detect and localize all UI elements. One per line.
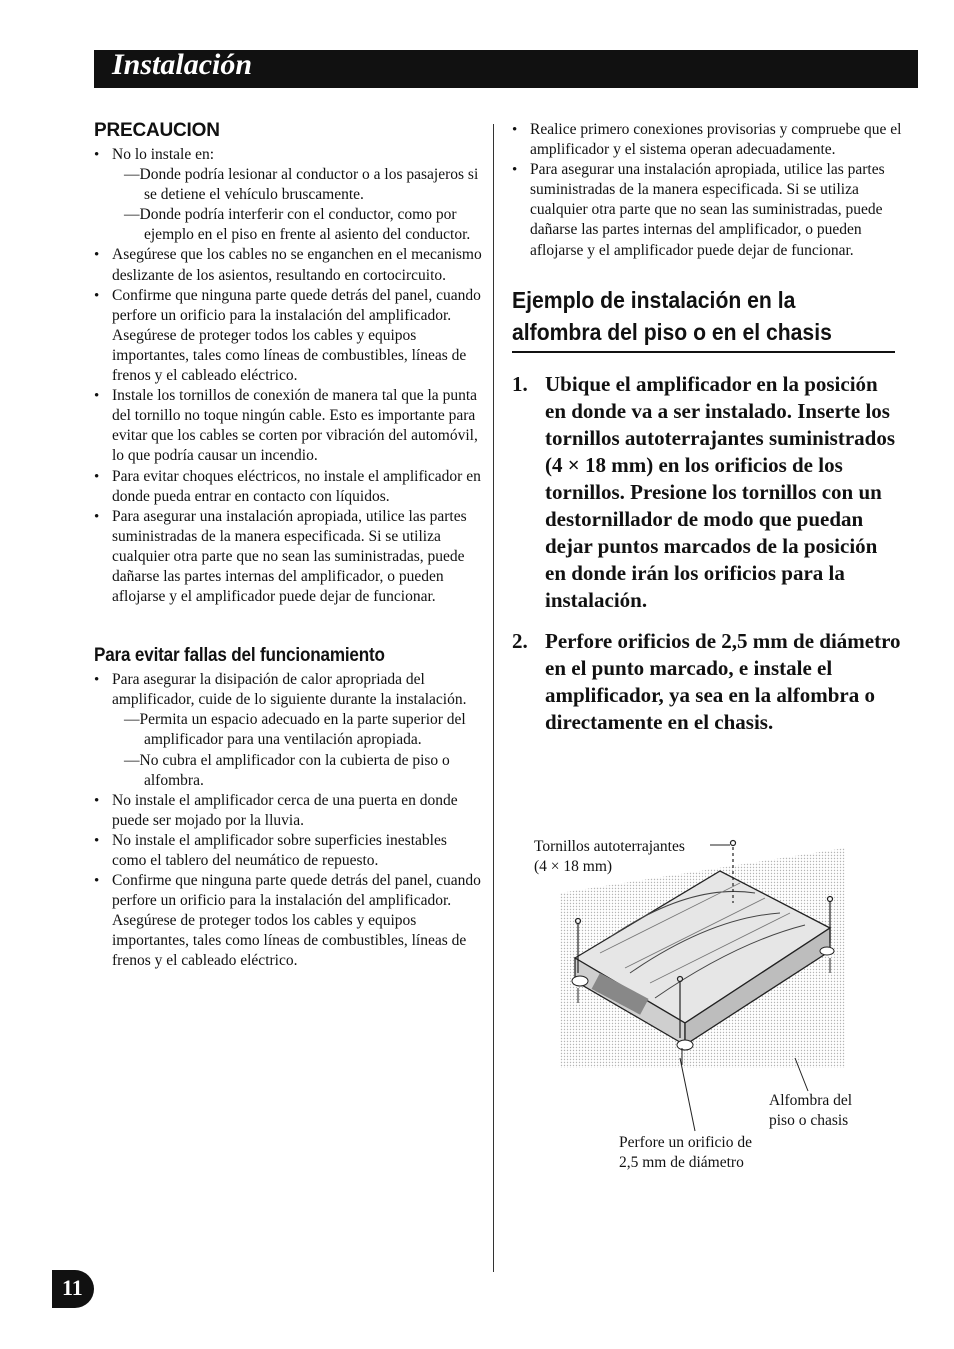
section-title: Instalación [112, 48, 253, 81]
step-text: Ubique el amplificador en la posición en donde va a ser instalado. Inserte los tornillos autoterrajantes suministrados (4 × 18 mm) en los orificios de los tornillos. Presione los tornillos con un destornillador de modo que puedan dejar puntos marcados de la posición en donde irán los orificios para la instalación. [545, 371, 895, 612]
label-floor: Alfombra del piso o chasis [769, 1092, 853, 1129]
precaucion-list [94, 145, 484, 607]
step-item [512, 371, 902, 614]
page-number: 11 [62, 1275, 83, 1300]
mount-foot [820, 947, 834, 955]
fallas-list [94, 670, 484, 971]
left-column [94, 120, 484, 972]
list-item: • Instale los tornillos de conexión de manera tal que la punta del tornillo no toque ningún cable. Esto es importante para evitar que los cables se corten por vibración del automóvil, lo que podría causar un incendio. [94, 386, 484, 466]
column-divider [493, 124, 494, 1272]
list-item: • Asegúrese que los cables no se enganchen en el mecanismo deslizante de los asientos, resultando en cortocircuito. [94, 245, 484, 285]
step-number: 1. [512, 371, 528, 396]
step-number: 2. [512, 628, 528, 653]
page-number-tab [52, 1270, 94, 1308]
list-item: • Para asegurar una instalación apropiada, utilice las partes suministradas de la manera especificada. Si se utiliza cualquier otra parte que no sean las suministradas, puede dañarse las partes internas del amplificador, o pueden aflojarse y el amplificador puede dejar de funcionar. [94, 507, 484, 607]
list-item: • Para asegurar la disipación de calor apropriada del amplificador, cuide de lo siguiente durante la instalación. —Permita un espacio adecuado en la parte superior del amplificador para una ventilación apropiada. —No cubra el amplificador con la cubierta de piso o alfombra. [94, 670, 484, 791]
installation-figure [530, 833, 870, 1178]
list-item: • Confirme que ninguna parte quede detrás del panel, cuando perfore un orificio para la instalación del amplificador. Asegúrese de proteger todos los cables y equipos importantes, tales como líneas de combustibles, líneas de frenos y el cableado eléctrico. [94, 286, 484, 386]
leader-line [680, 1058, 695, 1131]
sub-item: —Permita un espacio adecuado en la parte superior del amplificador para una ventilación apropiada. [124, 711, 466, 749]
section-header-bar [94, 50, 918, 88]
list-item: • Para evitar choques eléctricos, no instale el amplificador en donde pueda entrar en contacto con líquidos. [94, 467, 484, 507]
sub-item: —No cubra el amplificador con la cubierta de piso o alfombra. [124, 751, 450, 789]
mount-foot [677, 1040, 693, 1050]
list-item: • No lo instale en: —Donde podría lesionar al conductor o a los pasajeros si se detiene el vehículo bruscamente. —Donde podría interferir con el conductor, como por ejemplo en el piso en frente al asiento del conductor. [94, 145, 484, 245]
right-bullet-list [512, 120, 902, 261]
heading-underline [512, 351, 895, 353]
mount-foot [572, 976, 588, 986]
list-item: • No instale el amplificador sobre superficies inestables como el tablero del neumático de repuesto. [94, 831, 484, 871]
installation-example-heading: Ejemplo de instalación en la alfombra del piso o en el chasis [512, 286, 832, 345]
sub-item: —Donde podría interferir con el conductor, como por ejemplo en el piso en frente al asiento del conductor. [124, 206, 471, 244]
list-item: • Confirme que ninguna parte quede detrás del panel, cuando perfore un orificio para la instalación del amplificador. Asegúrese de proteger todos los cables y equipos importantes, tales como líneas de combustibles, líneas de frenos y el cableado eléctrico. [94, 871, 484, 971]
step-text: Perfore orificios de 2,5 mm de diámetro en el punto marcado, e instale el amplificador, ya sea en la alfombra o directamente en el chasis. [545, 628, 901, 734]
right-column [512, 120, 902, 750]
list-item: • No instale el amplificador cerca de una puerta en donde puede ser mojado por la lluvia. [94, 791, 484, 831]
sub-item: —Donde podría lesionar al conductor o a los pasajeros si se detiene el vehículo bruscamente. [124, 166, 479, 204]
list-item: • Realice primero conexiones provisorias y compruebe que el amplificador y el sistema operan adecuadamente. [512, 120, 902, 160]
fallas-heading: Para evitar fallas del funcionamiento [94, 645, 385, 667]
label-hole: Perfore un orificio de 2,5 mm de diámetro [619, 1134, 752, 1171]
step-item [512, 628, 902, 736]
list-item: • Para asegurar una instalación apropiada, utilice las partes suministradas de la manera especificada. Si se utiliza cualquier otra parte que no sean las suministradas, puede dañarse las partes internas del amplificador, o pueden aflojarse y el amplificador puede dejar de funcionar. [512, 160, 902, 260]
steps-list [512, 371, 902, 736]
precaucion-heading: PRECAUCION [94, 120, 220, 141]
label-screws: Tornillos autoterrajantes (4 × 18 mm) [534, 838, 685, 875]
